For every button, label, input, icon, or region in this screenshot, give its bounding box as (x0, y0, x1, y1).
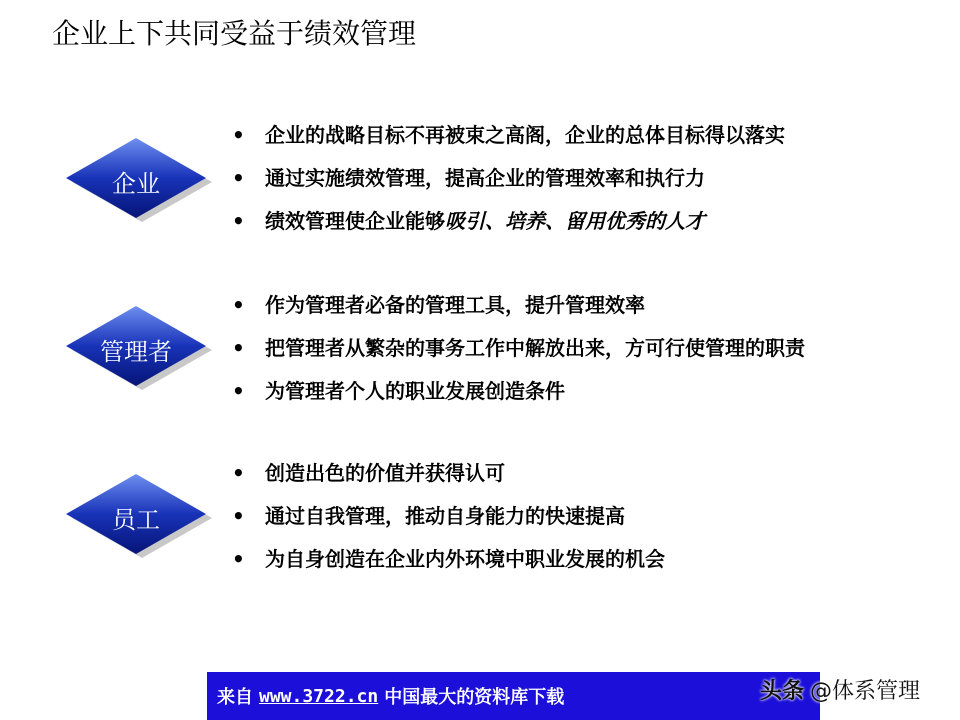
section-label: 管理者 (100, 337, 172, 366)
footer-link[interactable]: www.3722.cn (259, 685, 379, 707)
diamond-badge-manager (66, 304, 216, 394)
list-item: • 通过实施绩效管理，提高企业的管理效率和执行力 (232, 157, 785, 200)
list-item: • 作为管理者必备的管理工具，提升管理效率 (232, 284, 805, 327)
section-label: 员工 (112, 505, 160, 534)
bullet-icon: • (232, 336, 245, 360)
bullet-icon: • (232, 461, 245, 485)
list-item: • 通过自我管理，推动自身能力的快速提高 (232, 495, 665, 538)
footer-prefix: 来自 (217, 687, 253, 708)
bullet-list-employee (232, 452, 665, 581)
list-item: • 为管理者个人的职业发展创造条件 (232, 370, 805, 413)
bullet-icon: • (232, 504, 245, 528)
page-title: 企业上下共同受益于绩效管理 (52, 17, 417, 50)
footer-suffix: 中国最大的资料库下载 (384, 687, 565, 708)
list-item: • 企业的战略目标不再被束之高阁，企业的总体目标得以落实 (232, 114, 785, 157)
bullet-icon: • (232, 547, 245, 571)
watermark-brand: 头条 (760, 679, 805, 704)
bullet-list-manager (232, 284, 805, 413)
list-item: • 把管理者从繁杂的事务工作中解放出来，方可行使管理的职责 (232, 327, 805, 370)
diamond-badge-employee (66, 472, 216, 562)
bullet-list-enterprise (232, 114, 785, 243)
watermark-handle: @体系管理 (810, 679, 921, 704)
list-item: • 创造出色的价值并获得认可 (232, 452, 665, 495)
section-label: 企业 (112, 169, 160, 198)
list-item: • 为自身创造在企业内外环境中职业发展的机会 (232, 538, 665, 581)
bullet-icon: • (232, 209, 245, 233)
list-item: • 绩效管理使企业能够吸引、培养、留用优秀的人才 (232, 200, 785, 243)
bullet-icon: • (232, 293, 245, 317)
footer-banner (207, 672, 820, 720)
diamond-badge-enterprise (66, 136, 216, 226)
watermark (760, 674, 920, 704)
bullet-icon: • (232, 166, 245, 190)
bullet-icon: • (232, 379, 245, 403)
bullet-icon: • (232, 123, 245, 147)
